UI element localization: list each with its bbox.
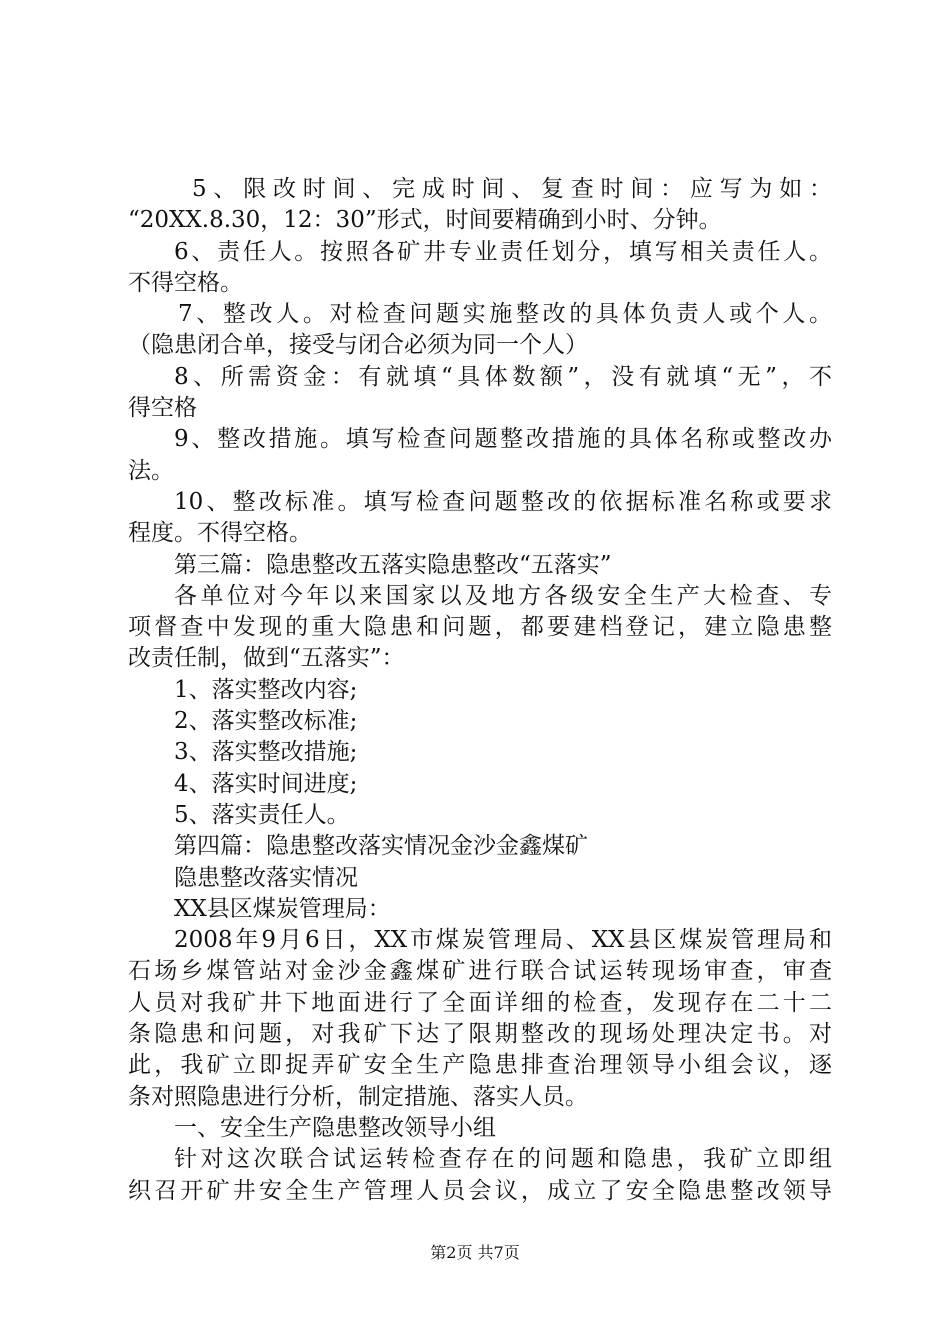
text-line: 8、所需资金：有就填“具体数额”，没有就填“无”，不	[174, 363, 832, 390]
text-line: 项督查中发现的重大隐患和问题，都要建档登记，建立隐患整	[128, 614, 832, 641]
text-line: 人员对我矿井下地面进行了全面详细的检查，发现存在二十二	[128, 989, 832, 1016]
text-line: 石场乡煤管站对金沙金鑫煤矿进行联合试运转现场审查，审查	[128, 958, 832, 985]
text-line: 程度。不得空格。	[128, 520, 312, 547]
text-line: 5、落实责任人。	[174, 801, 350, 828]
text-line: 1、落实整改内容;	[174, 676, 358, 703]
text-line: 9、整改措施。填写检查问题整改措施的具体名称或整改办	[174, 426, 832, 453]
text-line: 第三篇：隐患整改五落实隐患整改“五落实”	[174, 551, 612, 578]
document-body	[128, 174, 832, 1207]
text-line: 一、安全生产隐患整改领导小组	[174, 1114, 496, 1141]
text-line: “20XX.8.30，12：30”形式，时间要精确到小时、分钟。	[128, 207, 722, 234]
text-line: 7、整改人。对检查问题实施整改的具体负责人或个人。	[178, 301, 832, 328]
text-line: 各单位对今年以来国家以及地方各级安全生产大检查、专	[174, 582, 832, 609]
text-line: （隐患闭合单，接受与闭合必须为同一个人）	[128, 332, 588, 359]
text-line: 此，我矿立即捉弄矿安全生产隐患排查治理领导小组会议，逐	[128, 1052, 832, 1079]
text-line: 针对这次联合试运转检查存在的问题和隐患，我矿立即组	[174, 1146, 832, 1173]
text-line: 条对照隐患进行分析，制定措施、落实人员。	[128, 1083, 588, 1110]
text-line: 法。	[128, 457, 174, 484]
text-line: 第四篇：隐患整改落实情况金沙金鑫煤矿	[174, 833, 588, 860]
text-line: 改责任制，做到“五落实”：	[128, 645, 405, 672]
text-line: 不得空格。	[128, 269, 243, 296]
page-number-footer: 第2页 共7页	[430, 1243, 520, 1262]
text-line: 2008年9月6日，XX市煤炭管理局、XX县区煤炭管理局和	[174, 927, 832, 954]
text-line: 织召开矿井安全生产管理人员会议，成立了安全隐患整改领导	[128, 1177, 832, 1204]
text-line: 4、落实时间进度;	[174, 770, 358, 797]
text-line: XX县区煤炭管理局：	[174, 895, 391, 922]
text-line: 2、落实整改标准;	[174, 708, 358, 735]
text-line: 3、落实整改措施;	[174, 739, 358, 766]
text-line: 10、整改标准。填写检查问题整改的依据标准名称或要求	[174, 488, 832, 515]
text-line: 6、责任人。按照各矿井专业责任划分，填写相关责任人。	[174, 238, 832, 265]
text-line: 条隐患和问题，对我矿下达了限期整改的现场处理决定书。对	[128, 1021, 832, 1048]
text-line: 隐患整改落实情况	[174, 864, 358, 891]
text-line: 得空格	[128, 395, 197, 422]
text-line: 5、限改时间、完成时间、复查时间：应写为如：	[192, 176, 832, 202]
